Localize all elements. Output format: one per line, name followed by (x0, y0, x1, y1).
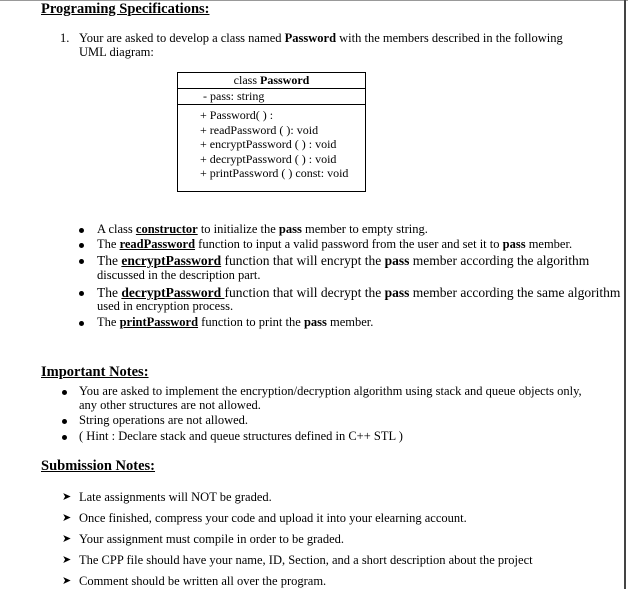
important-note-2: String operations are not allowed. (79, 413, 249, 427)
spec-text: The (97, 237, 120, 251)
bullet-icon (79, 291, 84, 296)
bullet-icon (62, 390, 67, 395)
submission-item: Late assignments will NOT be graded. (79, 490, 272, 504)
spec-member: pass (303, 315, 327, 329)
spec-keyword: constructor (135, 222, 198, 236)
spec-keyword: encryptPassword (121, 253, 222, 268)
spec-keyword: readPassword (119, 237, 196, 251)
spec-bullet-decrypt (97, 285, 620, 300)
bullet-icon (79, 243, 84, 248)
submission-item: Your assignment must compile in order to be graded. (79, 532, 345, 546)
uml-method: + decryptPassword ( ) : void (200, 151, 337, 166)
spec-text: function to print the (198, 315, 304, 329)
uml-method: + readPassword ( ): void (200, 122, 319, 137)
important-note-1-line2: any other structures are not allowed. (79, 398, 261, 412)
spec-text: to initialize the (197, 222, 279, 236)
spec-keyword: decryptPassword (121, 285, 225, 300)
spec-text: member. (326, 315, 374, 329)
bullet-icon (79, 228, 84, 233)
arrow-bullet-icon: ➤ (62, 575, 72, 587)
spec-bullet-read (97, 237, 572, 252)
bullet-icon (79, 321, 84, 326)
important-notes-heading: Important Notes: (41, 364, 149, 380)
spec-text: function to input a valid password from the user and set it to (195, 237, 503, 251)
spec-text: member to empty string. (301, 222, 428, 236)
programming-specifications-heading: Programing Specifications: (41, 1, 210, 17)
intro-text-end: with the members described in the following (336, 31, 563, 45)
spec-text: The (97, 285, 122, 300)
spec-text: member according the algorithm (409, 253, 590, 268)
bullet-icon (62, 419, 67, 424)
uml-method: + encryptPassword ( ) : void (200, 137, 337, 151)
spec-keyword: printPassword (119, 315, 199, 329)
spec-text: member. (525, 237, 573, 251)
intro-line-2: UML diagram: (79, 45, 154, 59)
spec-bullet-encrypt-line2: discussed in the description part. (97, 268, 261, 282)
important-note-1: You are asked to implement the encryption/decryption algorithm using stack and queue objects only, (79, 384, 582, 398)
spec-text: The (97, 315, 120, 329)
uml-attribute: - pass: string (178, 89, 365, 105)
submission-item: Once finished, compress your code and upload it into your elearning account. (79, 511, 467, 525)
spec-bullet-encrypt (97, 253, 589, 268)
arrow-bullet-icon: ➤ (62, 554, 72, 566)
uml-class-keyword: class (233, 73, 260, 87)
arrow-bullet-icon: ➤ (62, 491, 72, 503)
item-number: 1. (60, 31, 70, 45)
spec-member: pass (502, 237, 526, 251)
submission-item: Comment should be written all over the program. (79, 574, 327, 588)
submission-notes-heading: Submission Notes: (41, 458, 156, 474)
uml-class-name: Password (259, 73, 310, 87)
spec-text: member according the same algorithm (409, 285, 621, 300)
uml-method: + Password( ) : (200, 108, 274, 122)
spec-bullet-decrypt-line2: used in encryption process. (97, 299, 234, 313)
important-note-3: ( Hint : Declare stack and queue structures defined in C++ STL ) (79, 429, 403, 443)
spec-bullet-constructor (97, 222, 428, 237)
intro-text-start: Your are asked to develop a class named (79, 31, 285, 45)
intro-line-1 (79, 31, 563, 46)
spec-text: The (97, 253, 122, 268)
arrow-bullet-icon: ➤ (62, 512, 72, 524)
spec-text: function that will decrypt the (224, 285, 385, 300)
spec-member: pass (384, 285, 410, 300)
spec-member: pass (384, 253, 410, 268)
bullet-icon (79, 259, 84, 264)
bullet-icon (62, 435, 67, 440)
spec-text: function that will encrypt the (221, 253, 385, 268)
uml-diagram (177, 72, 366, 192)
spec-member: pass (278, 222, 302, 236)
uml-method: + printPassword ( ) const: void (200, 166, 349, 180)
submission-item: The CPP file should have your name, ID, Section, and a short description about the project (79, 553, 533, 567)
uml-methods (178, 105, 365, 181)
uml-class-title (178, 73, 365, 89)
spec-text: A class (97, 222, 136, 236)
spec-bullet-print (97, 315, 373, 330)
arrow-bullet-icon: ➤ (62, 533, 72, 545)
intro-classname: Password (284, 31, 337, 45)
